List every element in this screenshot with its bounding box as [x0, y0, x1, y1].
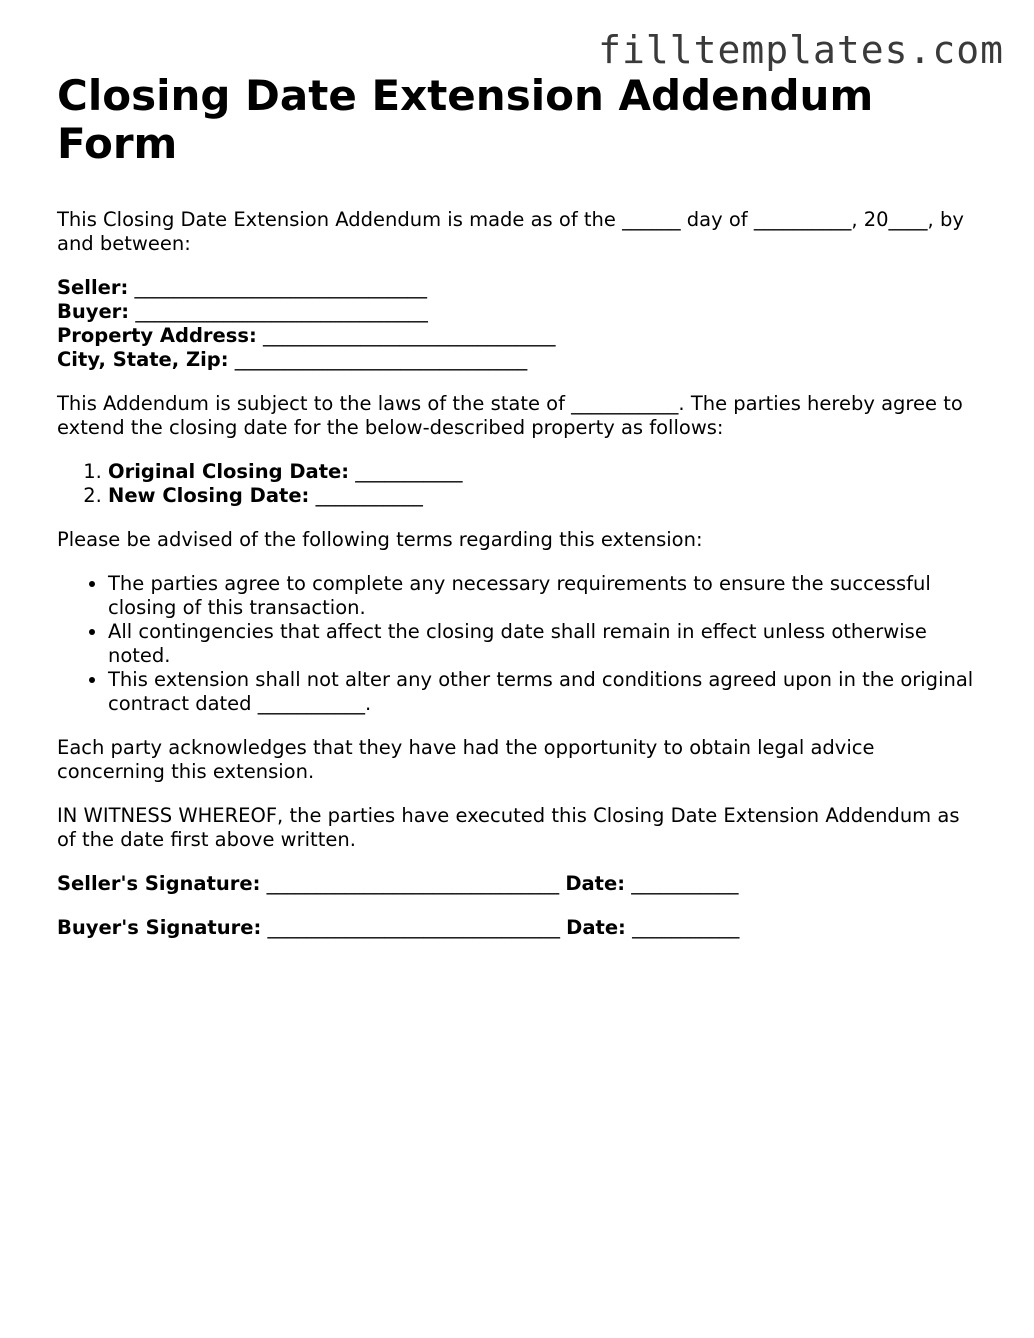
- list-item: [108, 460, 977, 484]
- seller-signature-line: [57, 872, 977, 896]
- seller-line: [57, 276, 977, 300]
- terms-list: [57, 572, 977, 716]
- new-closing-date-label: New Closing Date:: [108, 484, 310, 507]
- witness-paragraph: IN WITNESS WHEREOF, the parties have executed this Closing Date Extension Addendum as of the date first above written.: [57, 804, 960, 851]
- subject-paragraph: This Addendum is subject to the laws of the state of ___________. The parties hereby agree to extend the closing date for the below-described property as follows:: [57, 392, 963, 439]
- buyer-blank: ______________________________: [135, 300, 428, 323]
- seller-label: Seller:: [57, 276, 129, 299]
- terms-intro: Please be advised of the following terms regarding this extension:: [57, 528, 703, 551]
- buyer-label: Buyer:: [57, 300, 130, 323]
- list-item: [108, 484, 977, 508]
- seller-date-label: Date:: [565, 872, 626, 895]
- buyer-signature-blank: ______________________________: [267, 916, 560, 939]
- watermark: filltemplates.com: [598, 28, 1004, 72]
- document-page: [57, 72, 977, 940]
- buyer-date-label: Date:: [566, 916, 626, 939]
- buyer-signature-label: Buyer's Signature:: [57, 916, 262, 939]
- intro-paragraph: This Closing Date Extension Addendum is made as of the ______ day of __________, 20____, by and between:: [57, 208, 964, 255]
- original-closing-date-blank: ___________: [355, 460, 463, 483]
- city-state-zip-line: [57, 348, 977, 372]
- property-address-line: [57, 324, 977, 348]
- list-item: • All contingencies that affect the closing date shall remain in effect unless otherwise noted.: [108, 620, 977, 668]
- city-state-zip-label: City, State, Zip:: [57, 348, 229, 371]
- buyer-date-blank: ___________: [632, 916, 740, 939]
- acknowledge-paragraph: Each party acknowledges that they have had the opportunity to obtain legal advice concerning this extension.: [57, 736, 875, 783]
- city-state-zip-blank: ______________________________: [234, 348, 528, 371]
- seller-signature-blank: ______________________________: [266, 872, 560, 895]
- seller-blank: ______________________________: [134, 276, 427, 299]
- new-closing-date-blank: ___________: [315, 484, 423, 507]
- buyer-line: [57, 300, 977, 324]
- property-address-label: Property Address:: [57, 324, 257, 347]
- page-title: Closing Date Extension Addendum Form: [57, 71, 874, 168]
- seller-signature-label: Seller's Signature:: [57, 872, 261, 895]
- parties-block: [57, 276, 977, 372]
- closing-dates-list: [57, 460, 977, 508]
- list-item: • This extension shall not alter any other terms and conditions agreed upon in the original contract dated ___________.: [108, 668, 977, 716]
- seller-date-blank: ___________: [631, 872, 739, 895]
- original-closing-date-label: Original Closing Date:: [108, 460, 350, 483]
- list-item: • The parties agree to complete any necessary requirements to ensure the successful closing of this transaction.: [108, 572, 977, 620]
- property-address-blank: ______________________________: [263, 324, 556, 347]
- buyer-signature-line: [57, 916, 977, 940]
